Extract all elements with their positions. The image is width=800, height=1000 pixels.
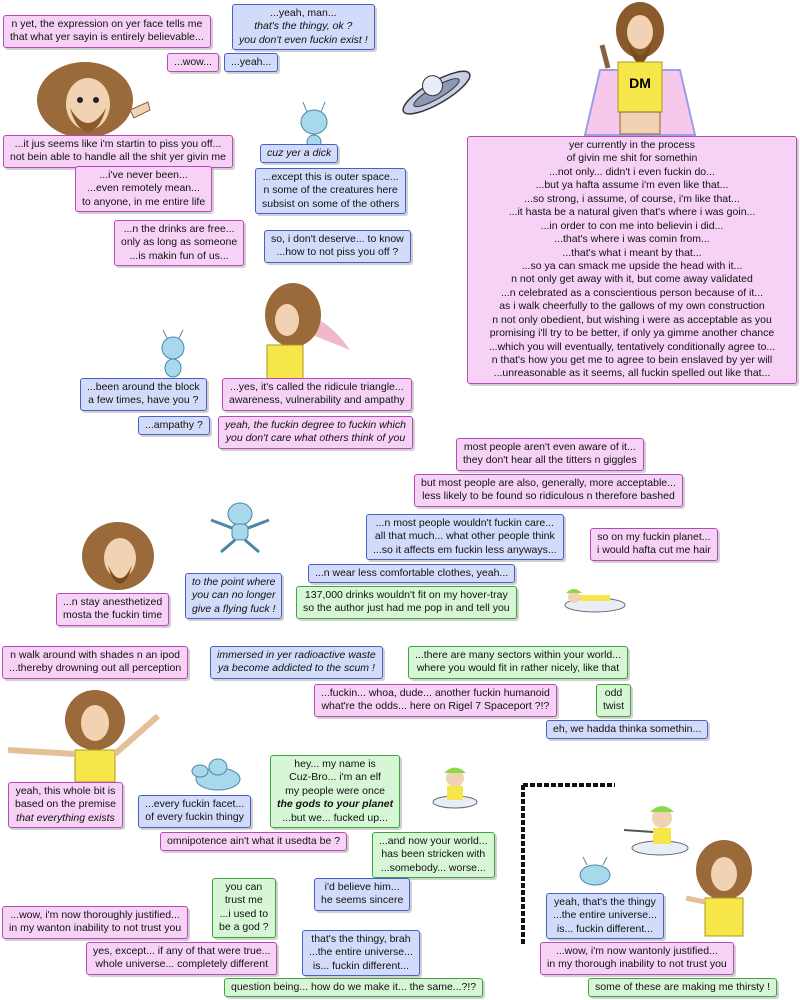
bubble-line: ...yeah, man... xyxy=(270,7,337,19)
alien-figure-4 xyxy=(178,755,248,795)
speech-bubble-1 xyxy=(3,15,211,48)
bubble-line: so on my fuckin planet... xyxy=(597,531,711,543)
bubble-line: you can xyxy=(225,881,263,893)
bubble-line: ...wow... xyxy=(174,56,212,68)
speech-bubble-25 xyxy=(210,646,383,679)
speech-bubble-30 xyxy=(8,782,123,828)
bubble-line: n some of the creatures here xyxy=(263,184,398,197)
bubble-line: ...the entire universe... xyxy=(553,909,657,922)
speech-bubble-32 xyxy=(270,755,400,828)
bubble-line: ...in order to con me into believin i did... xyxy=(540,219,724,232)
bubble-line: so the author just had me pop in and tell you xyxy=(303,602,510,615)
bubble-line: promising i'll try to be better, if only ya gimme another chance xyxy=(489,327,775,340)
bubble-line: yeah, that's the thingy xyxy=(554,896,656,908)
bubble-line: where you would fit in rather nicely, like that xyxy=(416,662,620,675)
bubble-line: ...n celebrated as a conscientious person because of it... xyxy=(500,286,764,299)
bubble-line: ...n wear less comfortable clothes, yeah... xyxy=(315,567,509,579)
bubble-line: to anyone, in me entire life xyxy=(82,195,206,208)
bubble-line: some of these are making me thirsty ! xyxy=(595,981,771,993)
bubble-line: only as long as someone xyxy=(121,236,238,249)
bubble-line: that what yer sayin is entirely believable... xyxy=(10,31,204,44)
bubble-line: question being... how do we make it... the same...?!? xyxy=(231,981,477,993)
bubble-line: less likely to be found so ridiculous n therefore bashed xyxy=(422,490,675,503)
speech-bubble-34 xyxy=(372,832,495,878)
bubble-line: of every fuckin thingy xyxy=(145,811,244,824)
bubble-line: ...but ya hafta assume i'm even like that... xyxy=(535,179,729,192)
speech-bubble-33 xyxy=(160,832,347,851)
speech-bubble-31 xyxy=(138,795,251,828)
bubble-line: subsist on some of the others xyxy=(262,197,400,210)
speech-bubble-4 xyxy=(224,53,278,72)
bubble-line: ...except this is outer space... xyxy=(262,171,399,183)
bubble-line: ...is makin fun of us... xyxy=(129,249,229,262)
bubble-line: ...which you will eventually, tentatively conditionally agree to... xyxy=(488,340,776,353)
bubble-line: ...yes, it's called the ridicule triangle... xyxy=(230,381,404,393)
bubble-line: ...n most people wouldn't fuckin care... xyxy=(375,517,554,529)
bubble-line: ...been around the block xyxy=(87,381,200,393)
hairy-guy-figure-1 xyxy=(30,58,155,140)
shirt-letters: DM xyxy=(629,75,651,91)
bubble-line: that's the thingy, brah xyxy=(311,933,411,945)
speech-bubble-12 xyxy=(80,378,207,411)
speech-bubble-21 xyxy=(56,593,169,626)
bubble-line: is... fuckin different... xyxy=(312,959,409,972)
speech-bubble-42 xyxy=(224,978,483,997)
bubble-line: ...but we... fucked up... xyxy=(282,811,388,824)
bubble-line: twist xyxy=(603,700,624,713)
bubble-line: has been stricken with xyxy=(381,848,486,861)
bubble-line: ...it jus seems like i'm startin to piss you off... xyxy=(14,138,222,150)
bubble-line: 137,000 drinks wouldn't fit on my hover-tray xyxy=(304,589,508,601)
speech-bubble-26 xyxy=(408,646,628,679)
speech-bubble-14 xyxy=(138,416,210,435)
bubble-line: ...it hasta be a natural given that's where i was goin... xyxy=(508,206,756,219)
speech-bubble-9 xyxy=(114,220,244,266)
bubble-line: ...so it affects em fuckin less anyways... xyxy=(373,543,557,556)
alien-figure-2 xyxy=(155,328,191,378)
bubble-line: ...ampathy ? xyxy=(145,419,203,431)
speech-bubble-23 xyxy=(296,586,517,619)
bubble-line: i'd believe him... xyxy=(324,881,400,893)
speech-bubble-3 xyxy=(167,53,219,72)
bubble-line: in my wanton inability to not trust you xyxy=(9,922,182,935)
hairy-guy-figure-4 xyxy=(0,688,165,783)
bubble-line: that's the thingy, ok ? xyxy=(254,20,353,33)
speech-bubble-18 xyxy=(366,514,564,560)
bubble-line: ...n stay anesthetized xyxy=(63,596,163,608)
hairy-guy-figure-2 xyxy=(245,280,355,385)
bubble-line: n yet, the expression on yer face tells me xyxy=(11,18,203,30)
bubble-line: give a flying fuck ! xyxy=(192,602,276,615)
bubble-line: so, i don't deserve... to know xyxy=(271,233,404,245)
bubble-line: ...that's what i meant by that... xyxy=(562,246,702,259)
bubble-line: ...and now your world... xyxy=(379,835,488,847)
hairy-guy-figure-3 xyxy=(78,520,158,590)
bubble-line: he seems sincere xyxy=(321,894,404,907)
bubble-line: ...fuckin... whoa, dude... another fuckin humanoid xyxy=(321,687,550,699)
bubble-line: eh, we hadda thinka somethin... xyxy=(553,723,702,735)
bubble-line: whole universe... completely different xyxy=(95,958,268,971)
bubble-line: awareness, vulnerability and ampathy xyxy=(229,394,405,407)
bubble-line: ...i've never been... xyxy=(99,169,188,181)
bubble-line: as i walk cheerfully to the gallows of my own construction xyxy=(499,300,765,313)
bubble-line: ...n the drinks are free... xyxy=(123,223,235,235)
speech-bubble-43 xyxy=(588,978,777,997)
bubble-line: ...yeah... xyxy=(231,56,272,68)
bubble-line: ...somebody... worse... xyxy=(380,861,486,874)
bubble-line: n not only obedient, but wishing i were as acceptable as you xyxy=(492,313,772,326)
alien-figure-1 xyxy=(295,100,333,150)
bubble-line: what're the odds... here on Rigel 7 Spaceport ?!? xyxy=(321,700,550,713)
speech-bubble-40 xyxy=(302,930,420,976)
bubble-line: odd xyxy=(604,687,623,699)
speech-bubble-38 xyxy=(546,893,664,939)
speech-bubble-39 xyxy=(86,942,277,975)
ufo-figure xyxy=(395,55,475,125)
wizard-figure xyxy=(580,0,700,140)
bubble-line: ...so strong, i assume, of course, i'm like that... xyxy=(524,192,740,205)
elf-figure-2 xyxy=(430,760,480,810)
speech-bubble-15 xyxy=(218,416,413,449)
speech-bubble-5 xyxy=(3,135,233,168)
bubble-line: Cuz-Bro... i'm an elf xyxy=(289,771,381,784)
elf-figure-1 xyxy=(560,585,630,615)
bubble-line: a few times, have you ? xyxy=(88,394,199,407)
bubble-line: in my thorough inability to not trust you xyxy=(547,958,727,971)
bubble-line: not bein able to handle all the shit yer givin me xyxy=(10,151,226,164)
bubble-line: ...wow, i'm now thoroughly justified... xyxy=(10,909,180,921)
hairy-guy-figure-5 xyxy=(680,840,760,950)
speech-bubble-29 xyxy=(546,720,708,739)
speech-bubble-11 xyxy=(467,136,797,384)
speech-bubble-22 xyxy=(185,573,282,619)
bubble-line: ...how to not piss you off ? xyxy=(276,246,399,259)
bubble-line: n not only get away with it, but come away validated xyxy=(511,273,753,286)
bubble-line: ...that's where i was comin from... xyxy=(554,233,710,246)
bubble-line: mosta the fuckin time xyxy=(63,609,163,622)
bubble-line: i would hafta cut me hair xyxy=(597,544,711,557)
speech-bubble-36 xyxy=(314,878,410,911)
speech-bubble-35 xyxy=(212,878,276,938)
bubble-line: ...even remotely mean... xyxy=(87,182,200,195)
bubble-line: ya become addicted to the scum ! xyxy=(217,662,375,675)
bubble-line: to the point where xyxy=(192,576,276,588)
speech-bubble-19 xyxy=(590,528,718,561)
bubble-line: trust me xyxy=(224,894,263,907)
bubble-line: yes, except... if any of that were true... xyxy=(93,945,271,957)
bubble-line: ...unreasonable as it seems, all fuckin spelled out like that... xyxy=(493,367,771,380)
bubble-line: be a god ? xyxy=(219,921,269,934)
bubble-line: the gods to your planet xyxy=(277,798,394,811)
bubble-line: n walk around with shades n an ipod xyxy=(10,649,181,661)
bubble-line: they don't hear all the titters n giggles xyxy=(463,454,637,467)
bubble-line: cuz yer a dick xyxy=(267,147,332,159)
bubble-line: based on the premise xyxy=(15,798,116,811)
bubble-line: that everything exists xyxy=(16,811,115,824)
speech-bubble-20 xyxy=(308,564,515,583)
speech-bubble-27 xyxy=(314,684,557,717)
speech-bubble-24 xyxy=(2,646,188,679)
speech-bubble-10 xyxy=(264,230,411,263)
bubble-line: yeah, this whole bit is xyxy=(15,785,116,797)
alien-figure-5 xyxy=(575,855,615,887)
speech-bubble-41 xyxy=(540,942,734,975)
bubble-line: hey... my name is xyxy=(294,758,376,770)
speech-bubble-37 xyxy=(2,906,188,939)
speech-bubble-28 xyxy=(596,684,631,717)
speech-bubble-7 xyxy=(75,166,212,212)
bubble-line: all that much... what other people think xyxy=(374,530,555,543)
speech-bubble-16 xyxy=(456,438,644,471)
speech-bubble-2 xyxy=(232,4,375,50)
bubble-line: ...there are many sectors within your world... xyxy=(415,649,621,661)
bubble-line: my people were once xyxy=(285,784,385,797)
bubble-line: n that's how you get me to agree to bein enslaved by yer will xyxy=(491,354,773,366)
bubble-line: most people aren't even aware of it... xyxy=(463,441,636,453)
bubble-line: yer currently in the process xyxy=(568,139,696,151)
bubble-line: ...thereby drowning out all perception xyxy=(9,662,182,675)
bubble-line: yeah, the fuckin degree to fuckin which xyxy=(225,419,406,431)
bubble-line: ...the entire universe... xyxy=(309,946,413,959)
bubble-line: ...i used to xyxy=(219,907,269,920)
bubble-line: but most people are also, generally, more acceptable... xyxy=(421,477,676,489)
bubble-line: ...wow, i'm now wantonly justified... xyxy=(555,945,718,957)
speech-bubble-8 xyxy=(255,168,406,214)
bubble-line: ...so ya can smack me upside the head with it... xyxy=(521,259,743,272)
bubble-line: you don't care what others think of you xyxy=(225,432,406,445)
speech-bubble-13 xyxy=(222,378,412,411)
bubble-line: omnipotence ain't what it usedta be ? xyxy=(167,835,341,847)
speech-bubble-17 xyxy=(414,474,683,507)
bubble-line: is... fuckin different... xyxy=(556,922,653,935)
alien-figure-3 xyxy=(205,500,275,555)
bubble-line: you can no longer xyxy=(192,589,276,602)
speech-bubble-6 xyxy=(260,144,338,163)
bubble-line: of givin me shit for somethin xyxy=(566,152,698,165)
bubble-line: ...not only... didn't i even fuckin do... xyxy=(549,165,715,178)
bubble-line: ...every fuckin facet... xyxy=(145,798,245,810)
bubble-line: immersed in yer radioactive waste xyxy=(217,649,376,661)
bubble-line: you don't even fuckin exist ! xyxy=(239,33,368,46)
